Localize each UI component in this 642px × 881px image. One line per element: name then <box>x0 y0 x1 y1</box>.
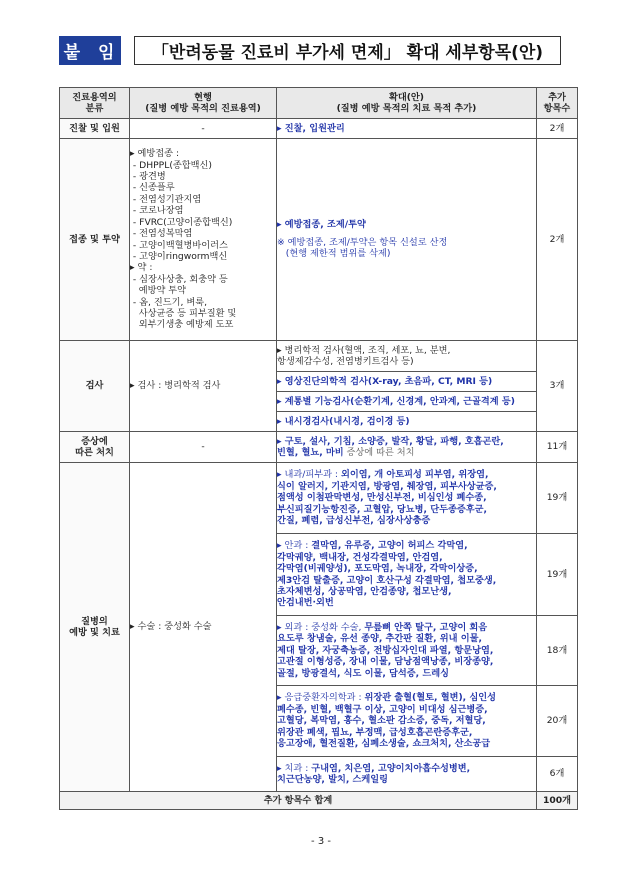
dept-label: ▸ 응급중환자의학과 : <box>277 692 365 704</box>
category-symptom-treatment: 증상에 따른 처치 <box>60 432 130 463</box>
dept-items: 무릎뼈 안쪽 탈구, 고양이 회음 요도루 창냄술, 유선 종양, 추간판 질환, 위내 이물, 제대 탈장, 자궁축농증, 전방십자인대 파열, 항문낭염, 고관절 이형성증, 장내 이물, 담낭점액낭종, 비장종양, 골절, 방광결석, 식도 이물, 담석증, 드레싱 <box>277 621 494 679</box>
expanded-cell <box>277 432 537 463</box>
expanded-cell <box>277 616 537 686</box>
category-vaccination-medication: 접종 및 투약 <box>60 139 130 341</box>
expanded-cell <box>277 139 537 341</box>
dept-items: 구내염, 치은염, 고양이치아흡수성병변, 치근단농양, 발치, 스케일링 <box>277 762 471 785</box>
expanded-cell <box>277 757 537 792</box>
item-count: 2개 <box>537 119 578 139</box>
expanded-cell <box>277 463 537 534</box>
table-row <box>60 119 578 139</box>
item-count: 2개 <box>537 139 578 341</box>
attachment-badge: 붙 임 <box>59 36 121 65</box>
current-value: - <box>130 432 277 463</box>
item-count: 19개 <box>537 463 578 534</box>
item-count: 19개 <box>537 534 578 616</box>
item-count: 11개 <box>537 432 578 463</box>
expanded-value: ▸ 계통별 기능검사(순환기계, 신경계, 안과계, 근골격계 등) <box>277 392 537 412</box>
dept-label: ▸ 치과 : <box>277 762 312 774</box>
table-row <box>60 463 578 534</box>
dept-items: 외이염, 개 아토피성 피부염, 위장염, 식이 알러지, 기관지염, 방광염, 췌장염, 피부사상균증, 점액성 이첨판막변성, 만성신부전, 비심인성 폐수종, 부신피질기능항진증, 고혈압, 당뇨병, 단두종증후군, 간질, 폐렴, 급성신부전, 심장사상충증 <box>277 469 497 527</box>
expanded-value: ▸ 구토, 설사, 기침, 소양증, 발작, 황달, 파행, 호흡곤란, 빈혈, 혈뇨, 마비 <box>277 435 504 458</box>
table-row <box>60 341 578 372</box>
current-value: ▸ 검사 : 병리학적 검사 <box>130 341 277 432</box>
category-exam-admission: 진찰 및 입원 <box>60 119 130 139</box>
current-value: ▸ 예방접종 : - DHPPL(종합백신) - 광견병 - 신종플루 - 전염성기관지염 - 코로나장염 - FVRC(고양이종합백신) - 전염성복막염 - 고양이백혈병바이러스 - 고양이ringworm백신 ▸ 약 : - 심장사상충, 회충약 등 예방약 투약 - 옴, 진드기, 벼룩, 사상균증 등 피부질환 및 외부기생충 예방제 도포 <box>130 139 277 341</box>
dept-label: ▸ 내과/피부과 : <box>277 469 341 481</box>
expanded-cell <box>277 534 537 616</box>
header-current: 현행 (질병 예방 목적의 진료용역) <box>130 88 277 119</box>
current-value: ▸ 수술 : 중성화 수술 <box>130 463 277 792</box>
dept-label: ▸ 외과 : 중성화 수술, <box>277 621 365 633</box>
expanded-value: ▸ 병리학적 검사(혈액, 조직, 세포, 뇨, 분변, 항생제감수성, 전염병키트검사 등) <box>277 341 537 372</box>
expanded-value: ▸ 진찰, 입원관리 <box>277 119 537 139</box>
total-row <box>60 792 578 810</box>
dept-label: ▸ 안과 : <box>277 540 312 552</box>
expanded-value: ▸ 영상진단의학적 검사(X-ray, 초음파, CT, MRI 등) <box>277 372 537 392</box>
table-row <box>60 432 578 463</box>
table-header-row <box>60 88 578 119</box>
table-row <box>60 139 578 341</box>
expanded-note: ※ 예방접종, 조제/투약은 항목 신설로 산정 (현행 제한적 범위를 삭제) <box>277 236 448 260</box>
item-count: 3개 <box>537 341 578 432</box>
total-label: 추가 항목수 합계 <box>60 792 537 810</box>
total-count: 100개 <box>537 792 578 810</box>
expanded-suffix: 증상에 따른 처치 <box>343 447 415 458</box>
dept-items: 위장관 출혈(혈토, 혈변), 심인성 폐수종, 빈혈, 백혈구 이상, 고양이 비대성 심근병증, 고혈당, 복막염, 홍수, 혈소판 감소증, 중독, 저혈당, 위장관 폐색, 핍뇨, 부정맥, 급성호흡곤란증후군, 응고장애, 혈전질환, 심폐소생술, 쇼크처치, 산소공급 <box>277 692 496 750</box>
dept-items: 결막염, 유루증, 고양이 허피스 각막염, 각막궤양, 백내장, 건성각결막염, 안검염, 각막염(비궤양성), 포도막염, 녹내장, 각막이상증, 제3안검 탈출증, 고양이 호산구성 각결막염, 첩모중생, 초자체변성, 상공막염, 안검종양, 첩모난생, 안검내번·외번 <box>277 540 497 609</box>
header-category: 진료용역의 분류 <box>60 88 130 119</box>
item-count: 6개 <box>537 757 578 792</box>
page-number: - 3 - <box>311 836 331 847</box>
header-count: 추가 항목수 <box>537 88 578 119</box>
category-tests: 검사 <box>60 341 130 432</box>
expanded-value: ▸ 내시경검사(내시경, 검이경 등) <box>277 412 537 432</box>
category-disease-prevention-treatment: 질병의 예방 및 치료 <box>60 463 130 792</box>
item-count: 18개 <box>537 616 578 686</box>
item-count: 20개 <box>537 686 578 757</box>
detail-table <box>59 87 578 810</box>
page-header <box>59 36 561 65</box>
expanded-value: ▸ 예방접종, 조제/투약 <box>277 219 366 231</box>
current-value: - <box>130 119 277 139</box>
header-expanded: 확대(안) (질병 예방 목적의 치료 목적 추가) <box>277 88 537 119</box>
expanded-cell <box>277 686 537 757</box>
document-title: 「반려동물 진료비 부가세 면제」 확대 세부항목(안) <box>134 36 561 65</box>
